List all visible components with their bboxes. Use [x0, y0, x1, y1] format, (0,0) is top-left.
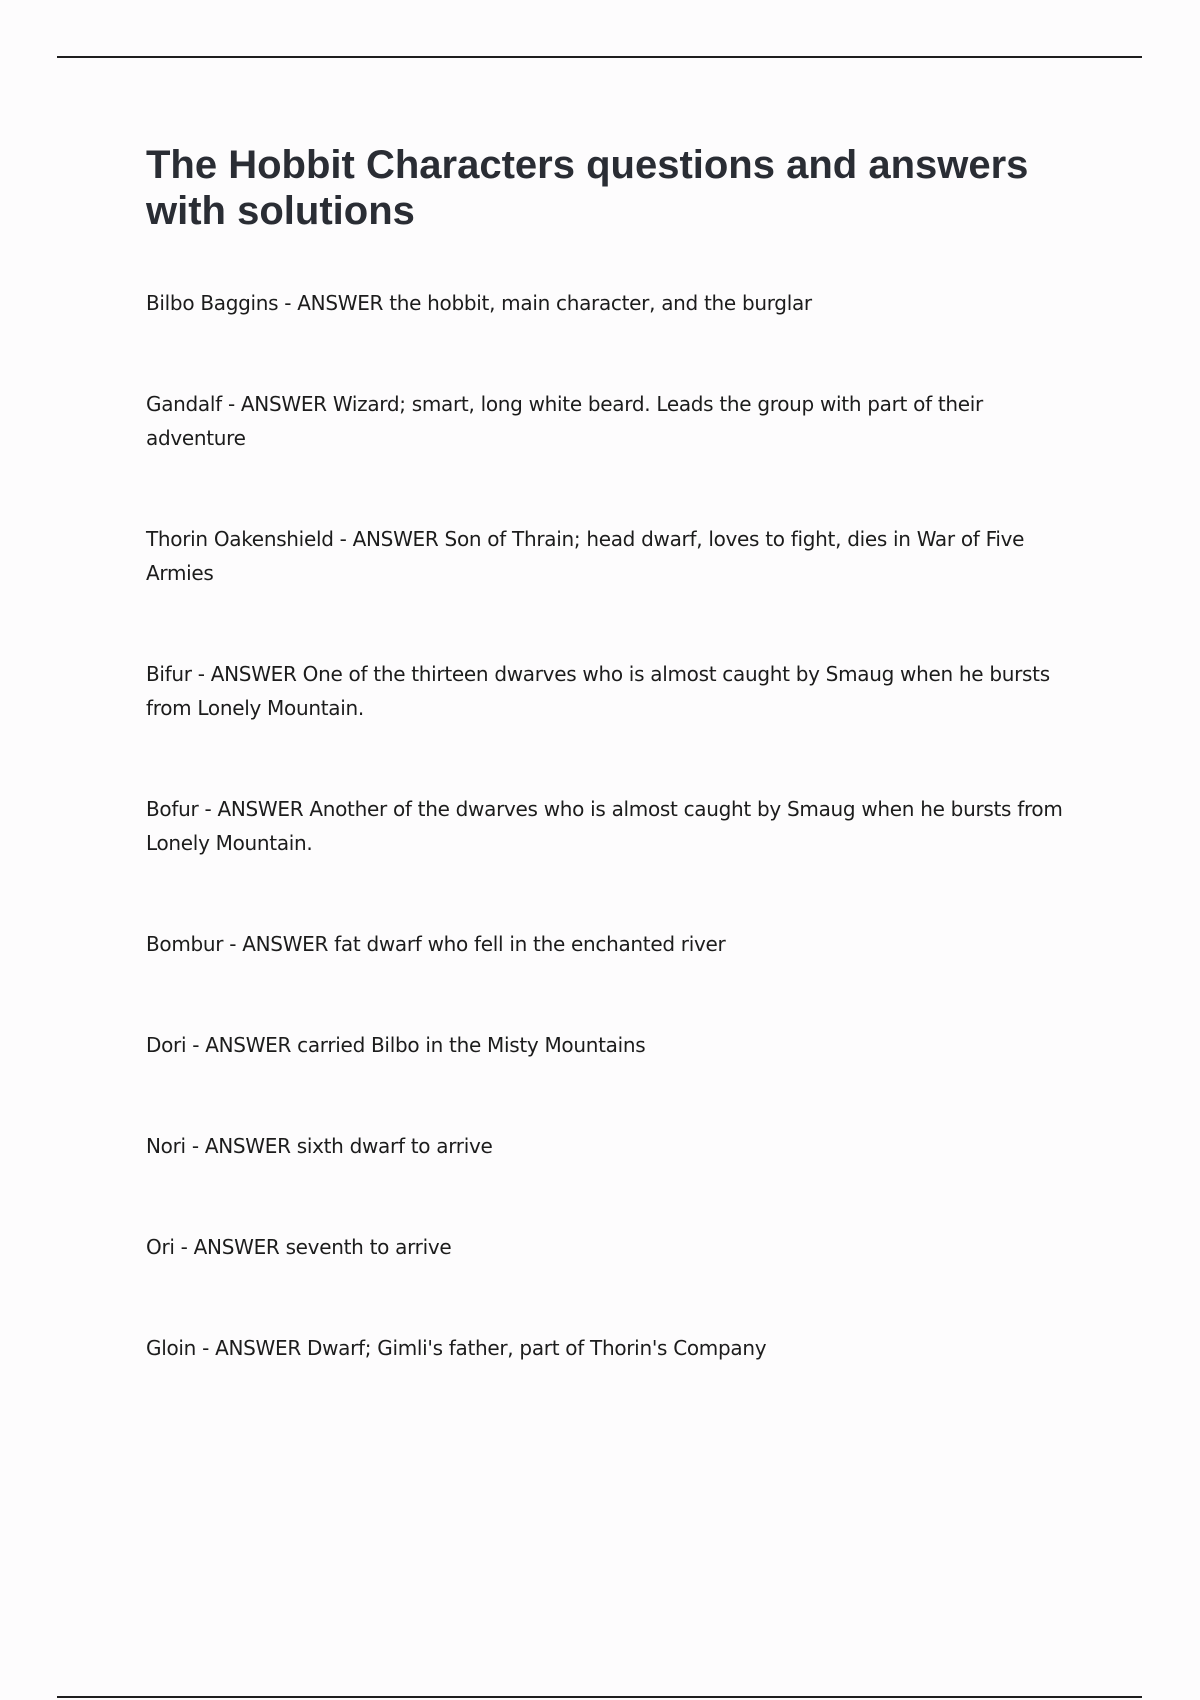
- qa-answer: Wizard; smart, long white beard. Leads the group with part of their adventure: [146, 392, 983, 450]
- qa-item: [146, 1331, 1086, 1365]
- qa-item: [146, 387, 1086, 455]
- top-rule: [57, 56, 1142, 58]
- qa-term: Thorin Oakenshield: [146, 527, 334, 551]
- qa-separator: - ANSWER: [333, 527, 445, 551]
- qa-separator: - ANSWER: [186, 1033, 298, 1057]
- qa-separator: - ANSWER: [174, 1235, 286, 1259]
- qa-term: Bombur: [146, 932, 224, 956]
- bottom-rule: [57, 1696, 1142, 1698]
- qa-item: [146, 657, 1086, 725]
- qa-term: Gloin: [146, 1336, 197, 1360]
- document-body: [146, 142, 1086, 234]
- qa-term: Bofur: [146, 797, 199, 821]
- qa-separator: - ANSWER: [223, 932, 335, 956]
- qa-item: [146, 1129, 1086, 1163]
- qa-answer: the hobbit, main character, and the burglar: [389, 291, 812, 315]
- qa-separator: - ANSWER: [198, 797, 310, 821]
- qa-term: Gandalf: [146, 392, 222, 416]
- qa-item: [146, 522, 1086, 590]
- qa-item: [146, 792, 1086, 860]
- qa-item: [146, 1028, 1086, 1062]
- page-title: The Hobbit Characters questions and answers with solutions: [146, 143, 1029, 233]
- qa-term: Bilbo Baggins: [146, 291, 279, 315]
- qa-term: Nori: [146, 1134, 186, 1158]
- qa-answer: sixth dwarf to arrive: [296, 1134, 493, 1158]
- qa-separator: - ANSWER: [196, 1336, 307, 1360]
- qa-answer: Son of Thrain; head dwarf, loves to fight, dies in War of Five Armies: [146, 527, 1025, 585]
- qa-item: [146, 927, 1086, 961]
- qa-answer: carried Bilbo in the Misty Mountains: [297, 1033, 646, 1057]
- qa-separator: - ANSWER: [221, 392, 333, 416]
- qa-item: [146, 1230, 1086, 1264]
- qa-term: Ori: [146, 1235, 175, 1259]
- qa-separator: - ANSWER: [185, 1134, 297, 1158]
- qa-answer: One of the thirteen dwarves who is almost caught by Smaug when he bursts from Lonely Mountain.: [146, 662, 1050, 720]
- qa-term: Dori: [146, 1033, 187, 1057]
- qa-answer: seventh to arrive: [285, 1235, 452, 1259]
- qa-term: Bifur: [146, 662, 192, 686]
- qa-item: [146, 286, 1086, 320]
- qa-separator: - ANSWER: [278, 291, 390, 315]
- qa-answer: Dwarf; Gimli's father, part of Thorin's Company: [306, 1336, 767, 1360]
- qa-separator: - ANSWER: [191, 662, 303, 686]
- qa-answer: fat dwarf who fell in the enchanted river: [334, 932, 726, 956]
- qa-answer: Another of the dwarves who is almost caught by Smaug when he bursts from Lonely Mountain.: [146, 797, 1063, 855]
